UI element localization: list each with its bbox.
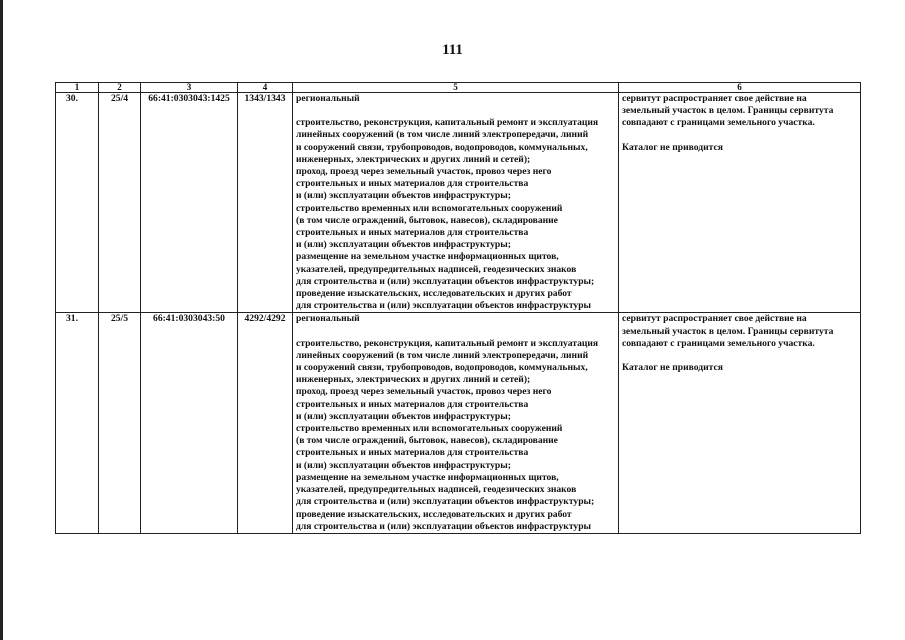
row-number: 30.: [56, 93, 99, 313]
column-header: 3: [141, 83, 238, 93]
purpose-line: инженерных, электрических и других линий и сетей);: [296, 374, 531, 386]
note-cell: [619, 93, 861, 313]
table-header-row: [56, 83, 861, 93]
note-text: [622, 93, 857, 130]
column-header: 5: [293, 83, 619, 93]
note-line: сервитут распространяет свое действие на: [622, 93, 807, 104]
page-number: 111: [442, 42, 463, 58]
row-subnumber: 25/5: [99, 313, 141, 533]
purpose-text: [296, 117, 615, 312]
purpose-line: для строительства и (или) эксплуатации объектов инфраструктуры;: [296, 496, 595, 508]
area-value: 1343/1343: [238, 93, 293, 313]
purpose-line: линейных сооружений (в том числе линий электропередачи, линий: [296, 349, 589, 361]
purpose-line: и сооружений связи, трубопроводов, водопроводов, коммунальных,: [296, 362, 588, 374]
purpose-line: для строительства и (или) эксплуатации объектов инфраструктуры: [296, 300, 592, 312]
note-line: сервитут распространяет свое действие на: [622, 313, 807, 325]
catalog-note: Каталог не приводится: [622, 141, 723, 153]
note-line: земельный участок в целом. Границы сервитута: [622, 325, 834, 337]
row-number: 31.: [56, 313, 99, 533]
note-line: совпадают с границами земельного участка.: [622, 337, 815, 349]
note-line: совпадают с границами земельного участка.: [622, 117, 815, 129]
purpose-line: инженерных, электрических и других линий и сетей);: [296, 153, 531, 165]
note-line: земельный участок в целом. Границы сервитута: [622, 105, 834, 117]
purpose-line: (в том числе ограждений, бытовок, навесов), складирование: [296, 214, 558, 226]
purpose-line: проведение изыскательских, исследовательских и других работ: [296, 508, 572, 520]
table-row: [56, 93, 861, 313]
column-header: 1: [56, 83, 99, 93]
purpose-line: строительство временных или вспомогательных сооружений: [296, 202, 563, 214]
purpose-line: размещение на земельном участке информационных щитов,: [296, 251, 559, 263]
purpose-line: указателей, предупредительных надписей, геодезических знаков: [296, 263, 577, 275]
purpose-line: указателей, предупредительных надписей, геодезических знаков: [296, 484, 577, 496]
purpose-line: строительных и иных материалов для строительства: [296, 178, 529, 190]
purpose-cell: [293, 93, 619, 313]
area-value: 4292/4292: [238, 313, 293, 533]
note-text: [622, 313, 857, 350]
servitude-kind: региональный: [296, 313, 360, 325]
servitude-table: [55, 82, 861, 534]
purpose-line: строительных и иных материалов для строительства: [296, 227, 529, 239]
column-header: 4: [238, 83, 293, 93]
purpose-line: строительных и иных материалов для строительства: [296, 398, 529, 410]
purpose-line: для строительства и (или) эксплуатации объектов инфраструктуры: [296, 520, 592, 532]
purpose-line: строительство временных или вспомогательных сооружений: [296, 423, 563, 435]
purpose-line: и (или) эксплуатации объектов инфраструктуры;: [296, 410, 511, 422]
purpose-line: для строительства и (или) эксплуатации объектов инфраструктуры;: [296, 275, 595, 287]
purpose-line: строительных и иных материалов для строительства: [296, 447, 529, 459]
purpose-line: строительство, реконструкция, капитальный ремонт и эксплуатация: [296, 117, 599, 129]
note-cell: [619, 313, 861, 533]
purpose-line: и сооружений связи, трубопроводов, водопроводов, коммунальных,: [296, 141, 588, 153]
purpose-line: и (или) эксплуатации объектов инфраструктуры;: [296, 239, 511, 251]
purpose-text: [296, 338, 615, 533]
purpose-line: (в том числе ограждений, бытовок, навесов), складирование: [296, 435, 558, 447]
row-subnumber: 25/4: [99, 93, 141, 313]
purpose-line: проход, проезд через земельный участок, провоз через него: [296, 386, 552, 398]
purpose-line: проведение изыскательских, исследовательских и других работ: [296, 288, 572, 300]
purpose-line: проход, проезд через земельный участок, провоз через него: [296, 166, 552, 178]
column-header: 2: [99, 83, 141, 93]
cadastral-number: 66:41:0303043:50: [141, 313, 238, 533]
purpose-line: и (или) эксплуатации объектов инфраструктуры;: [296, 459, 511, 471]
column-header: 6: [619, 83, 861, 93]
servitude-kind: региональный: [296, 93, 360, 104]
purpose-line: линейных сооружений (в том числе линий электропередачи, линий: [296, 129, 589, 141]
catalog-note: Каталог не приводится: [622, 362, 723, 374]
scan-edge: [0, 0, 3, 640]
purpose-line: и (или) эксплуатации объектов инфраструктуры;: [296, 190, 511, 202]
purpose-line: размещение на земельном участке информационных щитов,: [296, 471, 559, 483]
table-row: [56, 313, 861, 533]
purpose-cell: [293, 313, 619, 533]
cadastral-number: 66:41:0303043:1425: [141, 93, 238, 313]
purpose-line: строительство, реконструкция, капитальный ремонт и эксплуатация: [296, 337, 599, 349]
